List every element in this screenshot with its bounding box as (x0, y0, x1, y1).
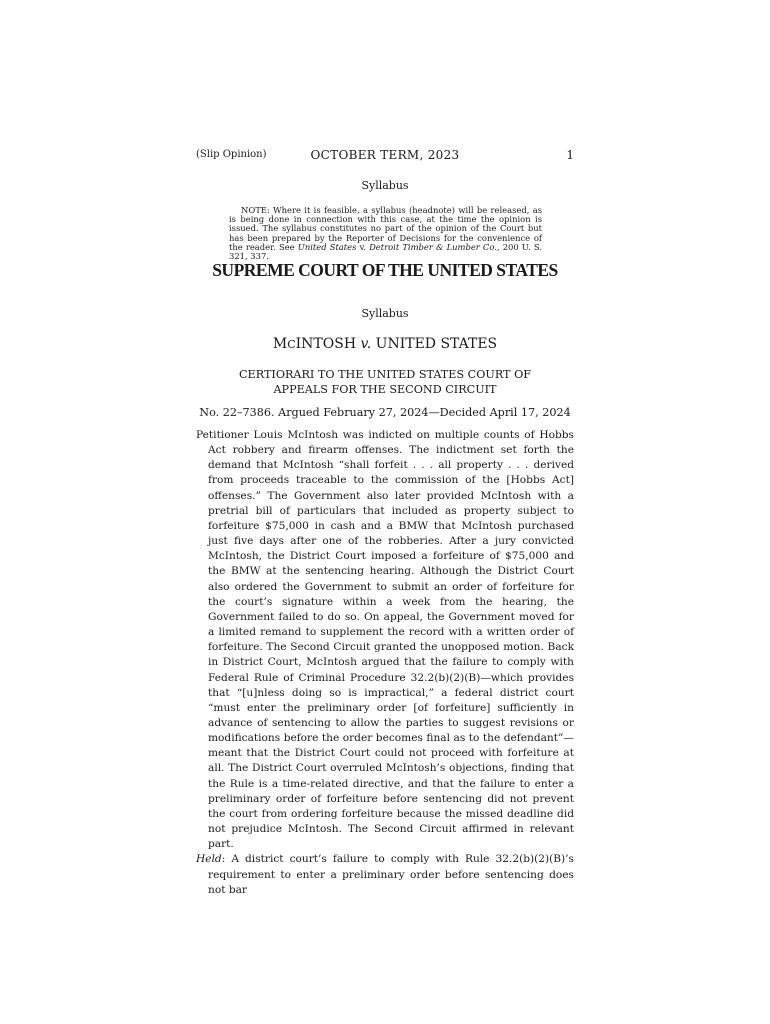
respondent-name: UNITED STATES (375, 336, 498, 352)
held-paragraph (196, 852, 574, 897)
syllabus-body (196, 428, 574, 898)
note-citation-v: v. (356, 241, 370, 252)
petitioner-initial: M (272, 336, 288, 352)
petitioner-rest: INTOSH (295, 336, 357, 352)
court-name: SUPREME COURT OF THE UNITED STATES (212, 260, 558, 280)
docket-line: No. 22–7386. Argued February 27, 2024—Decided April 17, 2024 (199, 406, 571, 419)
certiorari-line: CERTIORARI TO THE UNITED STATES COURT OF APPEALS FOR THE SECOND CIRCUIT (239, 368, 531, 396)
held-label: Held (196, 853, 222, 866)
running-header (196, 148, 574, 166)
page-number: 1 (566, 148, 574, 162)
slip-opinion-label: (Slip Opinion) (196, 149, 267, 160)
syllabus-heading-top: Syllabus (361, 179, 409, 192)
term-label: OCTOBER TERM, 2023 (310, 148, 460, 162)
note-citation-party1: United States (297, 241, 357, 252)
syllabus-paragraph: Petitioner Louis McIntosh was indicted on multiple counts of Hobbs Act robbery and firearm offenses. The indictment set forth the demand that McIntosh “shall forfeit . . . all property . . . derived from proceeds traceable to the commission of the [Hobbs Act] offenses.” The Government also later provided McIntosh with a pretrial bill of particulars that included as property subject to forfeiture $75,000 in cash and a BMW that McIntosh purchased just five days after one of the robberies. After a jury convicted McIntosh, the District Court imposed a forfeiture of $75,000 and the BMW at the sentencing hearing. Although the District Court also ordered the Government to submit an order of forfeiture for the court’s signature within a week from the hearing, the Government failed to do so. On appeal, the Government moved for a limited remand to supplement the record with a written order of forfeiture. The Second Circuit granted the unopposed motion. Back in District Court, McIntosh argued that the failure to comply with Federal Rule of Criminal Procedure 32.2(b)(2)(B)—which provides that “[u]nless doing so is impractical,” a federal district court “must enter the preliminary order [of forfeiture] sufficiently in advance of sentencing to allow the parties to suggest revisions or modifications before the order becomes final as to the defendant”—meant that the District Court could not proceed with forfeiture at all. The District Court overruled McIntosh’s objections, finding that the Rule is a time-related directive, and that the failure to enter a preliminary order of forfeiture before sentencing did not prevent the court from ordering forfeiture because the missed deadline did not prejudice McIntosh. The Second Circuit affirmed in relevant part. (196, 429, 574, 851)
petitioner-smallcap: C (287, 338, 296, 351)
syllabus-heading: Syllabus (361, 307, 409, 320)
case-title (196, 336, 574, 352)
versus-label: v. (360, 336, 372, 352)
reporter-note (229, 206, 542, 261)
note-citation-after: , 200 U. S. 321, 337. (229, 241, 542, 262)
note-citation-party2: Detroit Timber & Lumber Co. (369, 241, 497, 252)
held-text: : A district court’s failure to comply with Rule 32.2(b)(2)(B)’s requirement to enter a preliminary order before sentencing does not bar (208, 853, 574, 896)
note-text: NOTE: Where it is feasible, a syllabus (headnote) will be released, as is being done in connection with this case, at the time the opinion is issued. The syllabus constitutes no part of the opinion of the Court but has been prepared by the Reporter of Decisions for the convenience of the reader. See (229, 205, 542, 252)
